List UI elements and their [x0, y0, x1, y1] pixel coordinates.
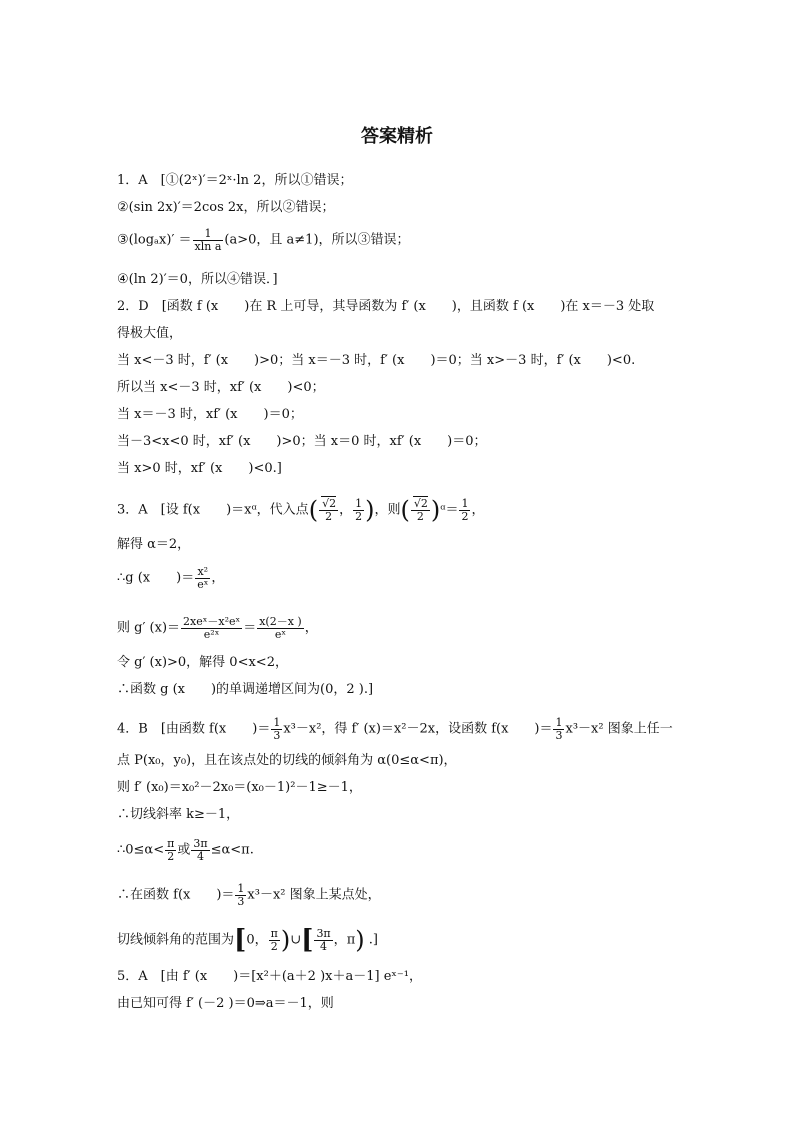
- q4-3pi-4-den: 4: [196, 849, 204, 863]
- q3-point-x-num: [319, 498, 338, 511]
- q3-alpha-eq: ᵅ＝: [440, 502, 459, 518]
- page-title: 答案精析: [361, 126, 433, 147]
- q4-range-pi: π: [346, 932, 356, 948]
- q3-then: ，则: [374, 502, 401, 518]
- q3-g-num: x²: [195, 566, 210, 579]
- q4-pi-half: [165, 838, 176, 862]
- q3-half-num: 1: [461, 497, 469, 510]
- q3-g-fraction: [195, 566, 210, 590]
- q4-line-2: 点 P(x₀，y₀)，且在该点处的切线的倾斜角为 α(0≤α<π)，: [117, 753, 457, 768]
- q4-third-3-den: 3: [237, 894, 245, 908]
- q4-third-3: [235, 883, 246, 907]
- left-paren: (: [308, 496, 319, 525]
- right-paren-3: ): [280, 926, 291, 955]
- q3-line-1: [117, 496, 485, 525]
- right-paren-4: ): [355, 926, 365, 955]
- q3-deriv-num-2: x(2－x ): [259, 615, 302, 628]
- q4-range-3pi-den: 4: [320, 939, 328, 953]
- q4-third-2: [553, 717, 564, 741]
- q4-union: ∪: [290, 932, 302, 948]
- q4-range-3pi-4: [314, 928, 332, 952]
- q4-third-3-num: 1: [237, 882, 245, 895]
- q4-line-5-b: ≤α<π.: [210, 842, 254, 858]
- q4-third-1: [271, 717, 282, 741]
- q4-line-5: [117, 838, 254, 862]
- q1-line-4: ④(ln 2)′＝0，所以④错误．]: [117, 272, 278, 287]
- q1-line-3-a: ③(logₐx)′ ＝: [117, 232, 192, 248]
- q4-third-2-den: 3: [555, 728, 563, 742]
- left-bracket-2: [: [301, 925, 314, 956]
- q3-line-2: 解得 α＝2，: [117, 537, 191, 552]
- q1-line-2: ②(sin 2x)′＝2cos 2x，所以②错误；: [117, 200, 335, 215]
- q3-half-den: 2: [461, 509, 469, 523]
- q3-point-x: [319, 498, 338, 522]
- q4-line-3: 则 f′ (x₀)＝x₀²－2x₀＝(x₀－1)²－1≥－1，: [117, 780, 362, 795]
- q4-range-3pi-num: 3π: [316, 927, 331, 940]
- q3-line-3-b: ，: [211, 570, 225, 586]
- q4-line-4: ∴切线斜率 k≥－1，: [117, 807, 240, 822]
- q3-line-4-b: ，: [304, 620, 318, 636]
- q4-line-5-a: ∴0≤α<: [117, 842, 165, 858]
- q2-line-6: 当－3<x<0 时，xf′ (x )>0；当 x＝0 时，xf′ (x )＝0；: [117, 434, 487, 449]
- q3-line-5: 令 g′ (x)>0，解得 0<x<2，: [117, 655, 288, 670]
- q4-third-1-num: 1: [273, 716, 281, 729]
- q3-point-y-num: 1: [355, 497, 363, 510]
- q3-base-num: [411, 498, 430, 511]
- q2-line-7: 当 x>0 时，xf′ (x )<0.]: [117, 461, 282, 476]
- q3-line-4-a: 则 g′ (x)＝: [117, 620, 181, 636]
- q4-range-pi-num: π: [270, 927, 278, 940]
- q5-line-2: 由已知可得 f′ (－2 )＝0⇒a＝－1，则: [117, 996, 334, 1011]
- q4-third-2-num: 1: [555, 716, 563, 729]
- q4-3pi-4-num: 3π: [193, 837, 208, 850]
- q2-line-4: 所以当 x<－3 时，xf′ (x )<0；: [117, 380, 325, 395]
- q3-point-x-den: 2: [325, 509, 333, 523]
- right-paren: ): [365, 496, 375, 525]
- q2-line-3: 当 x<－3 时，f′ (x )>0；当 x＝－3 时，f′ (x )＝0；当 x>－3 时，f′ (x )<0.: [117, 353, 636, 368]
- q4-line-1: [117, 717, 673, 741]
- q3-line-4: [117, 616, 318, 640]
- q3-point-y-den: 2: [355, 509, 363, 523]
- q3-point-y: [353, 498, 364, 522]
- q4-pi-half-num: π: [167, 837, 175, 850]
- q3-deriv-frac-1: [181, 616, 242, 640]
- q3-eq: ＝: [243, 620, 257, 636]
- q4-pi-half-den: 2: [167, 849, 175, 863]
- q4-line-6: [117, 883, 381, 907]
- q3-deriv-frac-2: [257, 616, 304, 640]
- q3-comma: ，: [339, 502, 353, 518]
- q2-line-2: 得极大值，: [117, 326, 183, 341]
- q1-line-3: [117, 228, 410, 252]
- q2-line-5: 当 x＝－3 时，xf′ (x )＝0；: [117, 407, 303, 422]
- q4-line-1-a: 4．B [由函数 f(x )＝: [117, 721, 271, 737]
- q2-line-1: 2．D [函数 f (x )在 R 上可导，其导函数为 f′ (x )，且函数 f (x )在 x＝－3 处取: [117, 299, 655, 314]
- q3-half: [459, 498, 470, 522]
- q3-line-1-a: 3．A [设 f(x )＝xᵅ，代入点: [117, 502, 309, 518]
- q4-range-pi-den: 2: [270, 939, 278, 953]
- q3-base-den: 2: [416, 509, 424, 523]
- q4-line-6-a: ∴在函数 f(x )＝: [117, 887, 235, 903]
- q4-line-7-a: 切线倾斜角的范围为: [117, 932, 235, 948]
- right-paren-2: ): [430, 496, 441, 525]
- sqrt-2b: √2: [413, 497, 428, 510]
- q3-line-6: ∴函数 g (x )的单调递增区间为(0，2 ).]: [117, 682, 374, 697]
- q4-line-6-b: x³－x² 图象上某点处，: [247, 887, 381, 903]
- q4-line-1-b: x³－x²，得 f′ (x)＝x²－2x，设函数 f(x )＝: [283, 721, 553, 737]
- q4-line-7: 切线倾斜角的范围为[0， $\frac{\pi}{2}$ )∪[ $\frac{3\pi}{4}$ ，π) .]: [117, 925, 378, 956]
- left-bracket: [: [234, 925, 247, 956]
- q3-end-comma: ，: [471, 502, 485, 518]
- q3-deriv-den-2: eˣ: [274, 627, 287, 641]
- q3-deriv-den-1: e²ˣ: [203, 627, 220, 641]
- q4-line-1-c: x³－x² 图象上任一: [565, 721, 673, 737]
- sqrt-2: √2: [322, 497, 337, 510]
- q5-line-1: 5．A [由 f′ (x )＝[x²＋(a＋2 )x＋a－1] eˣ⁻¹，: [117, 969, 422, 984]
- q3-line-3: [117, 566, 224, 590]
- q1-frac-num: 1: [193, 228, 224, 241]
- q3-line-3-a: ∴g (x )＝: [117, 570, 195, 586]
- q3-deriv-num-1: 2xeˣ－x²eˣ: [183, 615, 241, 628]
- q1-line-1: 1．A [①(2ˣ)′＝2ˣ·ln 2，所以①错误；: [117, 173, 353, 188]
- left-paren-2: (: [400, 496, 410, 525]
- q1-fraction: [193, 228, 224, 252]
- q1-line-3-b: (a>0，且 a≠1)，所以③错误；: [224, 232, 410, 248]
- q3-base: [411, 498, 430, 522]
- q1-frac-den: xln a: [194, 239, 222, 253]
- q4-or: 或: [177, 842, 191, 858]
- q4-3pi-4: [191, 838, 209, 862]
- q3-g-den: eˣ: [197, 577, 209, 591]
- q4-third-1-den: 3: [273, 728, 281, 742]
- q4-range-pi-half: [269, 928, 280, 952]
- q4-line-7-end: .]: [364, 932, 378, 948]
